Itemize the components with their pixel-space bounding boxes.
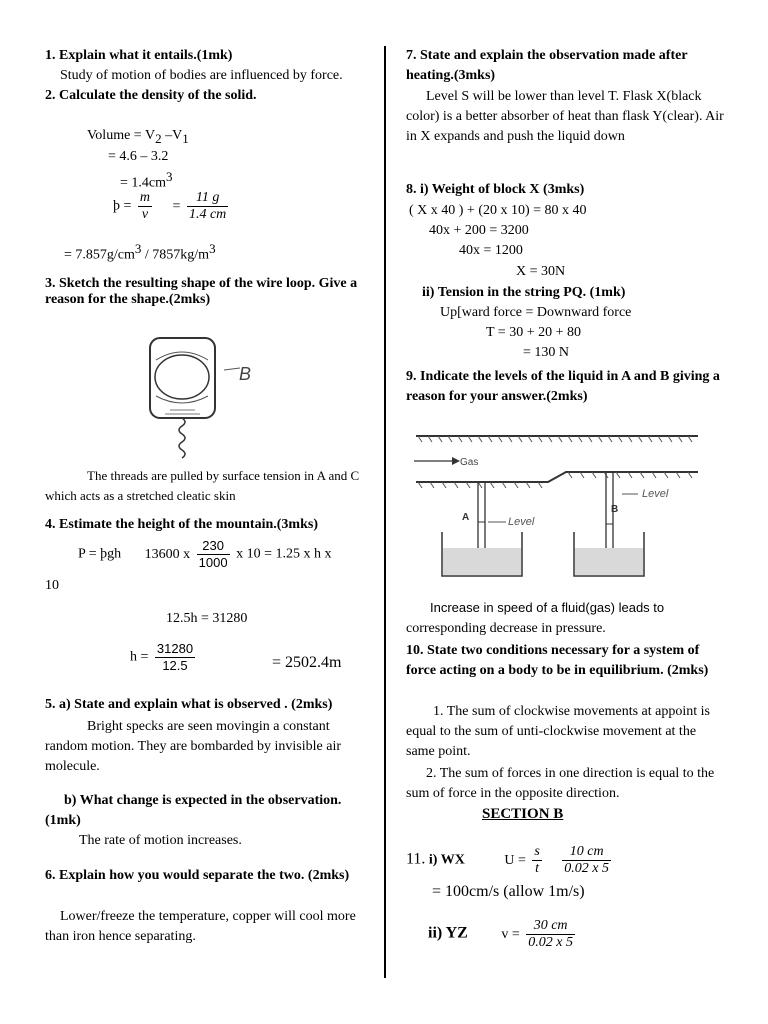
fraction-230-1000: [197, 538, 230, 571]
q4-step: 12.5h = 31280: [166, 611, 248, 626]
frac-num: 31280: [156, 641, 194, 656]
q4-h-result: = 2502.4m: [272, 654, 342, 671]
fraction-m-v: [138, 190, 152, 223]
volume-label: Volume = V: [87, 128, 156, 143]
fraction-30cm: [526, 918, 575, 951]
label-a: A: [462, 512, 470, 523]
label-b: B: [611, 504, 619, 515]
q11-part-ii-label: ii) YZ: [428, 924, 468, 942]
column-divider: [384, 46, 386, 978]
fraction-10cm: [562, 844, 611, 877]
q8i-question: 8. i) Weight of block X (3mks): [406, 182, 585, 197]
q8-line2: 40x + 200 = 3200: [429, 223, 529, 238]
frac-num: 230: [197, 538, 230, 555]
level-label-a: Level: [508, 516, 535, 528]
thread-top: [156, 352, 208, 360]
fraction-11g: [187, 190, 228, 223]
volume-dash: –V: [161, 128, 183, 143]
step2-text: = 1.4cm: [120, 175, 166, 191]
q9-answer-line2: corresponding decrease in pressure.: [406, 621, 606, 636]
frac-den: 0.02 x 5: [528, 935, 573, 950]
q2-step2: [120, 169, 173, 192]
frac-num: 11 g: [187, 190, 228, 207]
frac-num: 30 cm: [526, 918, 575, 935]
frac-num: s: [534, 844, 540, 859]
level-label-b: Level: [642, 488, 669, 500]
q2-density-formula: [113, 190, 231, 223]
q2-step1: = 4.6 – 3.2: [108, 149, 169, 164]
q8-line3: 40x = 1200: [459, 243, 523, 258]
left-column: [45, 46, 365, 106]
q10-condition1: 1. The sum of clockwise movements at appoint is equal to the sum of unti-clockwise movement at the same point.: [406, 704, 710, 759]
gas-label: Gas: [460, 457, 479, 468]
frac-den: 12.5: [162, 658, 188, 673]
q11-part-ii: [428, 918, 578, 951]
frac-den: t: [535, 861, 540, 876]
q7-answer: Level S will be lower than level T. Flask X(black color) is a better absorber of heat than flask Y(clear). Air in X expands and push the liquid down: [406, 89, 724, 144]
q8-line1: ( X x 40 ) + (20 x 10) = 80 x 40: [409, 203, 587, 218]
q5b-answer: The rate of motion increases.: [79, 833, 242, 848]
q10-condition2: 2. The sum of forces in one direction is equal to the sum of force in the opposite direction.: [406, 766, 715, 801]
venturi-tube-diagram: [408, 424, 704, 584]
q11-part-i: [406, 844, 614, 877]
rho-label: þ =: [113, 198, 132, 214]
equals-sign: =: [172, 198, 181, 214]
step2-sup: 3: [166, 169, 173, 184]
q4-question: 4. Estimate the height of the mountain.(3mks): [45, 517, 318, 532]
x13600: 13600 x: [144, 546, 191, 562]
q6-answer: Lower/freeze the temperature, copper will cool more than iron hence separating.: [45, 909, 356, 944]
q6-question: 6. Explain how you would separate the two. (2mks): [45, 868, 350, 883]
section-b-heading: SECTION B: [482, 806, 564, 822]
result-mid: / 7857kg/m: [141, 247, 210, 263]
wire-frame: [150, 338, 215, 418]
q8-line4: X = 30N: [516, 264, 566, 279]
fraction-s-t: [532, 844, 541, 877]
q8-line5: Up[ward force = Downward force: [440, 305, 632, 320]
q3-caption: The threads are pulled by surface tension in A and C which acts as a stretched cleatic skin: [45, 468, 360, 503]
q7-question: 7. State and explain the observation made after heating.(3mks): [406, 48, 688, 83]
q2-question: 2. Calculate the density of the solid.: [45, 88, 257, 103]
q3-question: 3. Sketch the resulting shape of the wire loop. Give a reason for the shape.(2mks): [45, 276, 358, 307]
q9-answer-line1: Increase in speed of a fluid(gas) leads to: [430, 600, 665, 615]
p-label: P = þgh: [78, 546, 122, 562]
q5a-question: 5. a) State and explain what is observed . (2mks): [45, 697, 333, 712]
q5a-answer: Bright specks are seen movingin a constant random motion. They are bombarded by invisible air molecule.: [45, 719, 342, 774]
volume-sub1: 2: [155, 130, 162, 146]
frac-den: 1000: [198, 555, 228, 570]
q10-question: 10. State two conditions necessary for a system of force acting on a body to be in equilibrium. (2mks): [406, 643, 709, 678]
label-pointer: [224, 368, 240, 370]
result-sup2: 3: [209, 241, 216, 256]
q4-ten: 10: [45, 578, 59, 593]
q4-formula: [78, 538, 332, 571]
h-label: h =: [130, 649, 149, 665]
q1-question: 1. Explain what it entails.(1mk): [45, 48, 233, 63]
q9-question: 9. Indicate the levels of the liquid in A and B giving a reason for your answer.(2mks): [406, 369, 720, 404]
q8-line7: = 130 N: [523, 345, 570, 360]
result-sup: 3: [134, 241, 142, 256]
fraction-31280-12.5: [155, 641, 195, 674]
frac-den: 1.4 cm: [188, 207, 227, 222]
result-text: = 7.857g/cm: [64, 247, 135, 263]
gas-arrow-head: [452, 457, 460, 465]
soap-film-marks: [165, 410, 200, 414]
rhs-text: x 10 = 1.25 x h x: [236, 546, 332, 562]
wire-loop-sketch: [140, 330, 255, 462]
liquid-a: [443, 548, 521, 575]
liquid-b: [575, 548, 643, 575]
frac-num: 10 cm: [562, 844, 611, 861]
q4-h-formula: [130, 641, 198, 674]
frac-den: v: [141, 207, 149, 222]
q2-result: [64, 241, 216, 264]
q8-line6: T = 30 + 20 + 80: [486, 325, 581, 340]
spring-handle: [179, 418, 185, 458]
bottom-wall-hatch: [418, 472, 692, 488]
q11-number: 11.: [406, 850, 426, 868]
volume-sub2: 1: [182, 130, 189, 146]
frac-den: 0.02 x 5: [564, 861, 610, 876]
q1-answer: Study of motion of bodies are influenced by force.: [60, 68, 343, 83]
q2-volume: [87, 128, 189, 147]
v-label: v =: [501, 926, 520, 942]
q11-result: = 100cm/s (allow 1m/s): [432, 883, 585, 900]
frac-num: m: [139, 190, 151, 205]
q5b-question: b) What change is expected in the observation. (1mk): [45, 793, 342, 828]
sketch-label-b: B: [239, 364, 252, 384]
q11-part-i-label: i) WX: [428, 852, 465, 868]
thread-loop: [155, 355, 209, 399]
u-label: U =: [504, 852, 526, 868]
q8ii-question: ii) Tension in the string PQ. (1mk): [422, 285, 626, 300]
